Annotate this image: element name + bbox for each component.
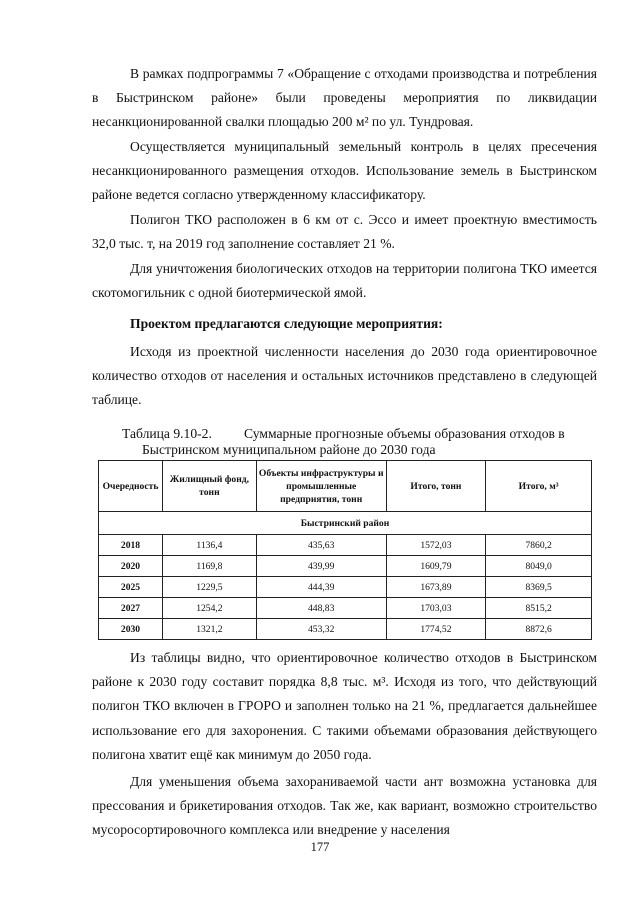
cell-housing: 1169,8 — [162, 556, 256, 577]
table-header-row — [99, 461, 592, 512]
paragraph-landfill-location — [92, 208, 597, 256]
page-number: 177 — [310, 840, 330, 854]
cell-infrastructure: 444,39 — [256, 577, 386, 598]
table-caption-number: Таблица 9.10-2. — [122, 426, 212, 441]
cell-infrastructure: 453,32 — [256, 619, 386, 640]
cell-total-m3: 7860,2 — [486, 535, 592, 556]
cell-infrastructure: 435,63 — [256, 535, 386, 556]
waste-volume-table — [98, 460, 592, 640]
cell-housing: 1254,2 — [162, 598, 256, 619]
header-cell-infrastructure: Объекты инфраструктуры и промышленные предприятия, тонн — [256, 461, 386, 512]
cell-total-m3: 8872,6 — [486, 619, 592, 640]
paragraph-projection-intro — [92, 340, 597, 413]
paragraph-volume-reduction — [92, 770, 597, 843]
cell-year: 2020 — [99, 556, 163, 577]
paragraph-text: Осуществляется муниципальный земельный контроль в целях пресечения несанкционированного размещения отходов. Использование земель в Быстринском районе ведется согласно утвержденному классификатору. — [92, 139, 597, 203]
paragraph-text: Для уменьшения объема захораниваемой части ант возможна установка для прессования и брикетирования отходов. Так же, как вариант, возможно строительство мусоросортировочного комплекса или внедрение у населения — [92, 774, 597, 838]
cell-total-tons: 1572,03 — [386, 535, 486, 556]
cell-infrastructure: 448,83 — [256, 598, 386, 619]
cell-total-m3: 8515,2 — [486, 598, 592, 619]
table-section-row — [99, 512, 592, 535]
paragraph-table-conclusion — [92, 646, 597, 767]
cell-year: 2027 — [99, 598, 163, 619]
header-cell-total-m3: Итого, м³ — [486, 461, 592, 512]
paragraph-text: Исходя из проектной численности населения до 2030 года ориентировочное количество отходов от населения и остальных источников представлено в следующей таблице. — [92, 344, 597, 408]
cell-total-m3: 8049,0 — [486, 556, 592, 577]
table-row — [99, 619, 592, 640]
table-caption — [122, 426, 592, 458]
cell-total-tons: 1703,03 — [386, 598, 486, 619]
cell-housing: 1136,4 — [162, 535, 256, 556]
cell-year: 2025 — [99, 577, 163, 598]
cell-year: 2018 — [99, 535, 163, 556]
paragraph-text: Из таблицы видно, что ориентировочное количество отходов в Быстринском районе к 2030 году составит порядка 8,8 тыс. м³. Исходя из того, что действующий полигон ТКО включен в ГРОРО и заполнен только на 21 %, предлагается дальнейшее использование его для захоронения. С такими объемами образования действующего полигона хватит ещё как минимум до 2050 года. — [92, 650, 597, 762]
header-cell-housing: Жилищный фонд, тонн — [162, 461, 256, 512]
cell-housing: 1229,5 — [162, 577, 256, 598]
paragraph-land-control — [92, 135, 597, 208]
header-cell-stage: Очередность — [99, 461, 163, 512]
paragraph-text: Полигон ТКО расположен в 6 км от с. Эссо и имеет проектную вместимость 32,0 тыс. т, на 2019 год заполнение составляет 21 %. — [92, 212, 597, 252]
table-caption-title-line2: Быстринском муниципальном районе до 2030 года — [142, 442, 436, 457]
cell-total-tons: 1673,89 — [386, 577, 486, 598]
cell-total-tons: 1774,52 — [386, 619, 486, 640]
paragraph-subprogram-7 — [92, 62, 597, 135]
table-row — [99, 556, 592, 577]
paragraph-text: Для уничтожения биологических отходов на территории полигона ТКО имеется скотомогильник с одной биотермической ямой. — [92, 261, 597, 301]
table-row — [99, 577, 592, 598]
cell-housing: 1321,2 — [162, 619, 256, 640]
table-caption-title-line1: Суммарные прогнозные объемы образования отходов в — [244, 426, 565, 441]
section-title-bystrinsky: Быстринский район — [99, 512, 592, 535]
paragraph-text: В рамках подпрограммы 7 «Обращение с отходами производства и потребления в Быстринском районе» были проведены мероприятия по ликвидации несанкционированной свалки площадью 200 м² по ул. Тундровая. — [92, 66, 597, 130]
cell-year: 2030 — [99, 619, 163, 640]
cell-total-m3: 8369,5 — [486, 577, 592, 598]
heading-text: Проектом предлагаются следующие мероприятия: — [130, 316, 443, 331]
header-cell-total-tons: Итого, тонн — [386, 461, 486, 512]
section-heading-proposals — [92, 312, 597, 336]
cell-total-tons: 1609,79 — [386, 556, 486, 577]
table-row — [99, 535, 592, 556]
paragraph-biological-waste — [92, 257, 597, 305]
cell-infrastructure: 439,99 — [256, 556, 386, 577]
table-row — [99, 598, 592, 619]
